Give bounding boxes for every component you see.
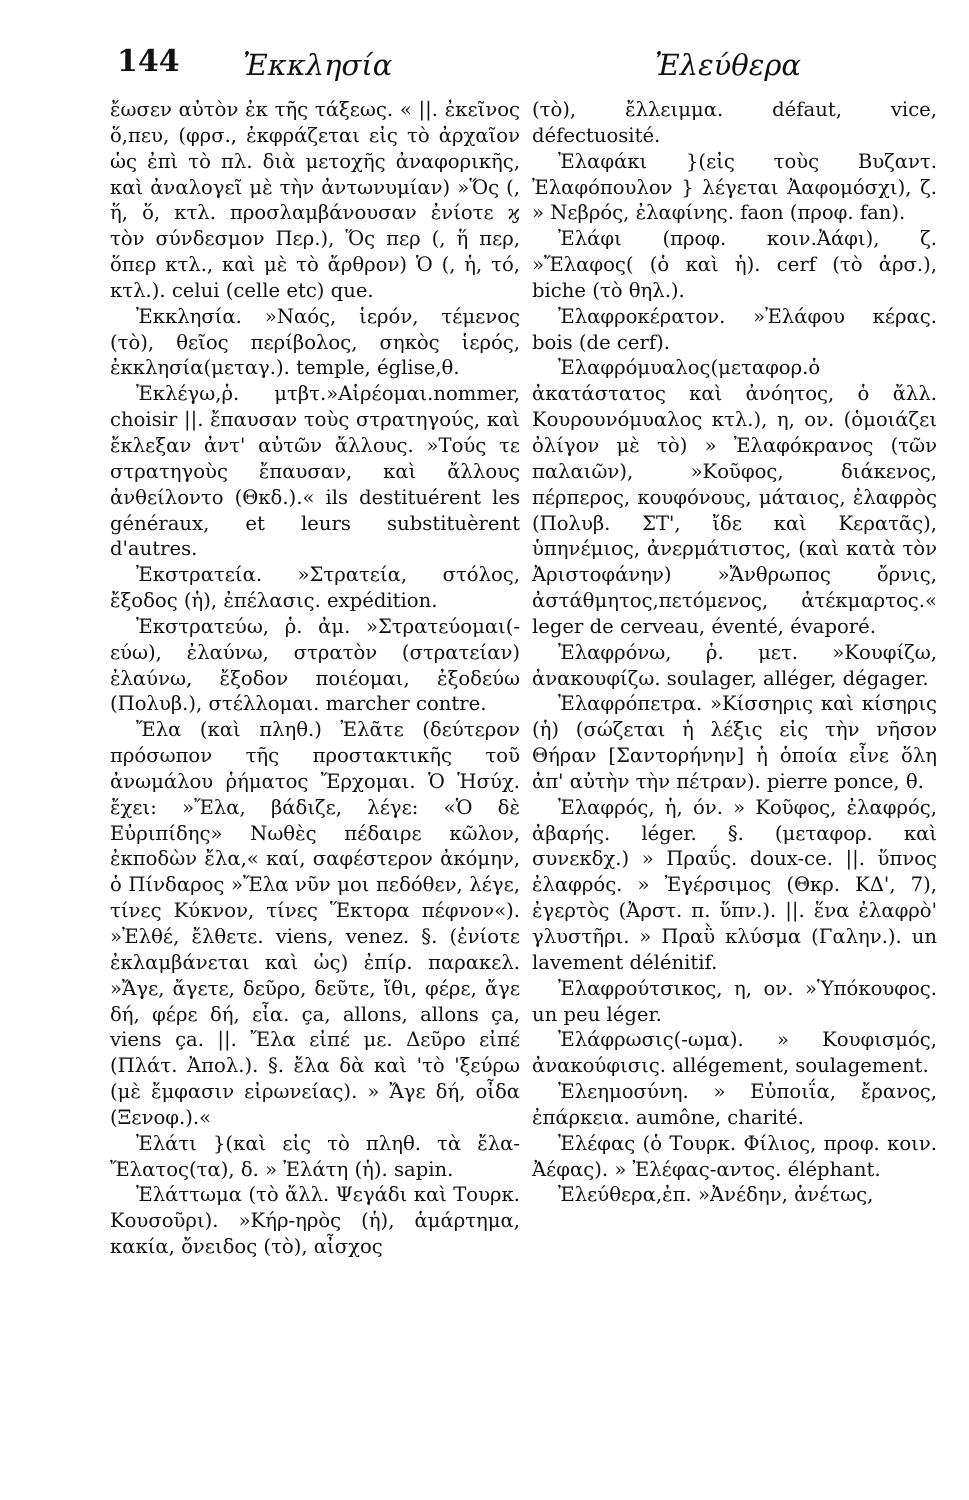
- entry-elafromyalos: Ἐλαφρόμυαλος(μεταφορ.ὁ ἀκατάστατος καὶ ἀνόητος, ὁ ἄλλ. Κουρουνόμυαλος κτλ.), η, ον. (ὁμοιάζει ὀλίγον μὲ τὸ) » Ἐλαφόκρανος (τῶν παλαιῶν), »Κοῦφος, διάκενος, πέρπερος, κουφόνους, μάταιος, ἐλαφρὸς (Πολυβ. ΣΤ', ἴδε καὶ Κερατᾶς), ὑπηνέμιος, ἀνερμάτιστος, (καὶ κατὰ τὸν Ἀριστοφάνην) »Ἄνθρωπος ὄρνις, ἀστάθμητος,πετόμενος, ἀτέκμαρτος.« leger de cerveau, éventé, évaporé.: [532, 356, 937, 638]
- entry-eklego: Ἐκλέγω,ῥ. μτβτ.»Αἱρέομαι.nommer, choisir ||. ἔπαυσαν τοὺς στρατηγούς, καὶ ἔκλεξαν ἀντ' αὐτῶν ἄλλους. »Τούς τε στρατηγοὺς ἔπαυσαν, καὶ ἄλλους ἀνθείλοντο (Θκδ.).« ils destituérent les généraux, et leurs substituèrent d'autres.: [110, 382, 520, 561]
- entry-elafi: Ἐλάφι (προφ. κοιν.Ἀάφι), ζ. »Ἔλαφος( (ὁ καὶ ἡ). cerf (τὸ ἀρσ.), biche (τὸ θηλ.).: [532, 227, 937, 302]
- entry-ekstrateia: Ἐκστρατεία. »Στρατεία, στόλος, ἔξοδος (ἡ), ἐπέλασις. expédition.: [110, 563, 520, 613]
- page-header: [0, 40, 969, 90]
- entry-ekstrateuo: Ἐκστρατεύω, ῥ. ἀμ. »Στρατεύομαι(-εύω), ἐλαύνω, στρατὸν (στρατείαν) ἐλαύνω, ἔξοδον ποιέομαι, ἐξοδεύω (Πολυβ.), στέλλομαι. marcher contre.: [110, 614, 520, 716]
- left-column: [110, 97, 520, 1260]
- right-column: [532, 97, 937, 1208]
- left-headword: Ἐκκλησία: [243, 48, 393, 82]
- entry-elafrokeraton: Ἐλαφροκέρατον. »Ἐλάφου κέρας. bois (de cerf).: [532, 304, 937, 354]
- entry-elafroutsikos: Ἐλαφρούτσικος, η, ον. »Ὑπόκουφος. un peu léger.: [532, 976, 937, 1026]
- page-number: 144: [117, 44, 180, 79]
- entry-elati: Ἐλάτι }(καὶ εἰς τὸ πληθ. τὰ ἔλα-Ἔλατος(τα), δ. » Ἐλάτη (ἡ). sapin.: [110, 1131, 520, 1181]
- entry-elafrosis: Ἐλάφρωσις(-ωμα). » Κουφισμός, ἀνακούφισις. allégement, soulagement.: [532, 1028, 937, 1078]
- entry-ekklisia: Ἐκκλησία. »Ναός, ἱερόν, τέμενος (τὸ), θεῖος περίβολος, σηκὸς ἱερός, ἐκκλησία(μεταγ.). temple, église,θ.: [110, 304, 520, 380]
- entry-elafrono: Ἐλαφρόνω, ῥ. μετ. »Κουφίζω, ἀνακουφίζω. soulager, alléger, dégager.: [532, 640, 937, 690]
- right-headword: Ἐλεύθερα: [655, 48, 801, 82]
- entry-continuation: ἔωσεν αὐτὸν ἐκ τῆς τάξεως. « ||. ἐκεῖνος ὅ,πευ, (φρσ., ἐκφράζεται εἰς τὸ ἀρχαῖον ὡς ἐπὶ τὸ πλ. διὰ μετοχῆς ἀναφορικῆς, καὶ ἀναλογεῖ μὲ τὴν ἀντωνυμίαν) »Ὅς (, ἥ, ὅ, κτλ. προσλαμβάνουσαν ἐνίοτε ϗ τὸν σύνδεσμον Περ.), Ὅς περ (, ἥ περ, ὅπερ κτλ., καὶ μὲ τὸ ἄρθρον) Ὁ (, ἡ, τό, κτλ.). celui (celle etc) que.: [110, 98, 520, 302]
- entry-elafropetra: Ἐλαφρόπετρα. »Κίσσηρις καὶ κίσηρις (ἡ) (σώζεται ἡ λέξις εἰς τὴν νῆσον Θήραν [Σαντορήνην] ἡ ὁποία εἶνε ὅλη ἀπ' αὐτὴν τὴν πέτραν). pierre ponce, θ.: [532, 692, 937, 793]
- entry-elafros: Ἐλαφρός, ἡ, όν. » Κοῦφος, ἐλαφρός, ἀβαρής. léger. §. (μεταφορ. καὶ συνεκδχ.) » Πραΰς. doux-ce. ||. ὕπνος ἐλαφρός. » Ἐγέρσιμος (Θκρ. ΚΔ', 7), ἐγερτὸς (Ἀρστ. π. ὕπν.). ||. ἕνα ἐλαφρὸ' γλυστῆρι. » Πραῢ κλύσμα (Γαλην.). un lavement délénitif.: [532, 795, 937, 974]
- entry-eleimosyni: Ἐλεημοσύνη. » Εὐποιΐα, ἔρανος, ἐπάρκεια. aumône, charité.: [532, 1080, 937, 1129]
- entry-elattoma: Ἐλάττωμα (τὸ ἄλλ. Ψεγάδι καὶ Τουρκ. Κουσοῦρι). »Κήρ-ηρὸς (ἡ), ἁμάρτημα, κακία, ὄνειδος (τὸ), αἶσχος: [110, 1183, 520, 1259]
- entry-eleuthera: Ἐλεύθερα,ἐπ. »Ἀνέδην, ἀνέτως,: [558, 1183, 874, 1207]
- entry-ela: Ἔλα (καὶ πληθ.) Ἐλᾶτε (δεύτερον πρόσωπον τῆς προστακτικῆς τοῦ ἀνωμάλου ῥήματος Ἔρχομαι. Ὁ Ἡσύχ. ἔχει: »Ἔλα, βάδιζε, λέγε: «Ὁ δὲ Εὐριπίδης» Νωθὲς πέδαιρε κῶλον, ἐκποδὼν ἔλα,« καί, σαφέστερον ἀκόμην, ὁ Πίνδαρος »Ἔλα νῦν μοι πεδόθεν, λέγε, τίνες Κύκνον, τίνες Ἕκτορα πέφνον«). »Ἐλθέ, ἔλθετε. viens, venez. §. (ἐνίοτε ἐκλαμβάνεται καὶ ὡς) ἐπίρ. παρακελ. »Ἄγε, ἄγετε, δεῦρο, δεῦτε, ἴθι, φέρε, ἄγε δή, φέρε δή, εἶα. ça, allons, allons ça, viens ça. ||. Ἔλα εἰπέ με. Δεῦρο εἰπέ (Πλάτ. Ἀπολ.). §. ἔλα δὰ καὶ 'τὸ 'ξεύρω (μὲ ἔμφασιν εἰρωνείας). » Ἄγε δή, οἶδα (Ξενοφ.).«: [110, 718, 520, 1129]
- entry-elafaki: Ἐλαφάκι }(εἰς τοὺς Βυζαντ. Ἐλαφόπουλον } λέγεται Ἀαφομόσχι), ζ. » Νεβρός, ἐλαφίνης. faon (προφ. fan).: [532, 149, 937, 225]
- entry-elefas: Ἐλέφας (ὁ Τουρκ. Φίλιος, προφ. κοιν. Ἀέφας). » Ἐλέφας-αντος. éléphant.: [532, 1131, 937, 1181]
- entry-continuation-right: (τὸ), ἔλλειμμα. défaut, vice, défectuosité.: [532, 98, 937, 147]
